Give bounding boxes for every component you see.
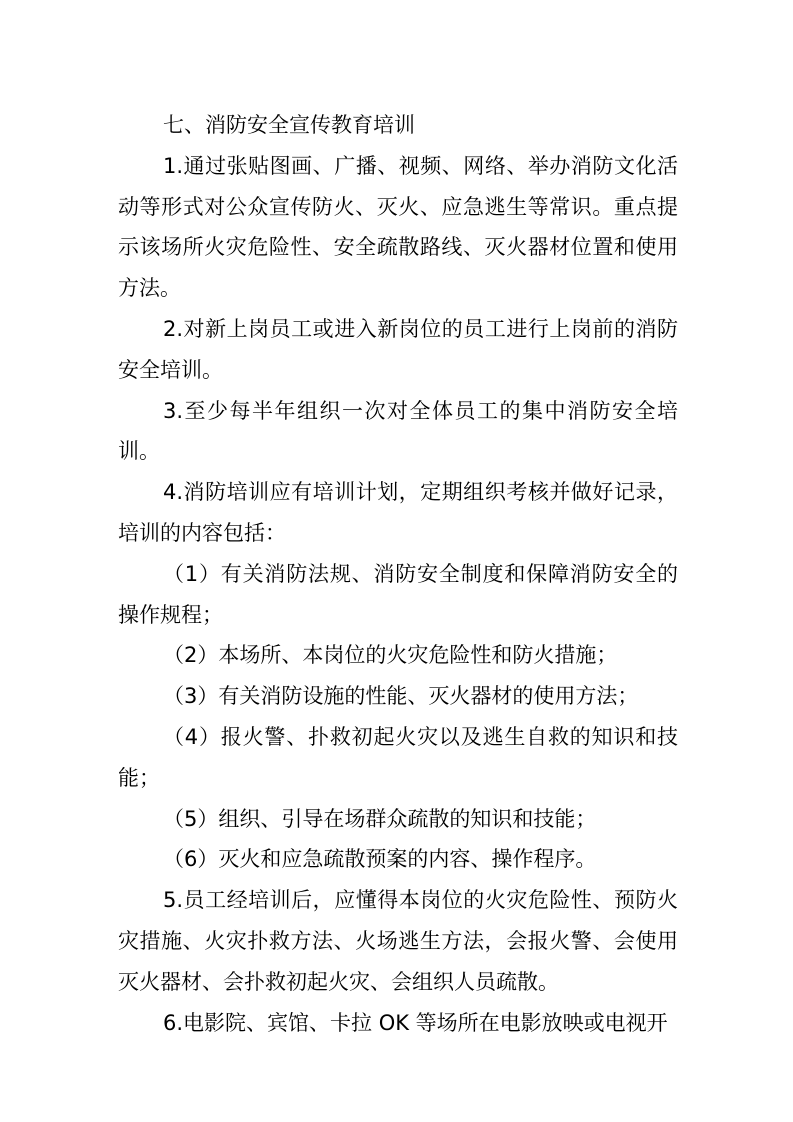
list-item-6: （6）灭火和应急疏散预案的内容、操作程序。 — [163, 847, 597, 872]
paragraph-6: 6.电影院、宾馆、卡拉 OK 等场所在电影放映或电视开 — [163, 1010, 668, 1035]
list-item-5: （5）组织、引导在场群众疏散的知识和技能； — [163, 806, 597, 831]
list-item-4: （4）报火警、扑救初起火灾以及逃生自救的知识和技能； — [118, 724, 678, 790]
list-item-3: （3）有关消防设施的性能、灭火器材的使用方法； — [163, 684, 639, 709]
paragraph-4: 4.消防培训应有培训计划，定期组织考核并做好记录，培训的内容包括： — [118, 480, 678, 545]
list-item-1: （1）有关消防法规、消防安全制度和保障消防安全的操作规程； — [118, 561, 678, 627]
list-item-2: （2）本场所、本岗位的火灾危险性和防火措施； — [163, 643, 618, 668]
paragraph-5: 5.员工经培训后，应懂得本岗位的火灾危险性、预防火灾措施、火灾扑救方法、火场逃生方法，会报火警、会使用灭火器材、会扑救初起火灾、会组织人员疏散。 — [118, 888, 678, 994]
section-heading: 七、消防安全宣传教育培训 — [163, 113, 415, 137]
document-body — [118, 105, 678, 1043]
paragraph-1: 1.通过张贴图画、广播、视频、网络、举办消防文化活动等形式对公众宣传防火、灭火、应急逃生等常识。重点提示该场所火灾危险性、安全疏散路线、灭火器材位置和使用方法。 — [118, 153, 678, 301]
paragraph-3: 3.至少每半年组织一次对全体员工的集中消防安全培训。 — [118, 398, 678, 464]
paragraph-2: 2.对新上岗员工或进入新岗位的员工进行上岗前的消防安全培训。 — [118, 316, 678, 382]
